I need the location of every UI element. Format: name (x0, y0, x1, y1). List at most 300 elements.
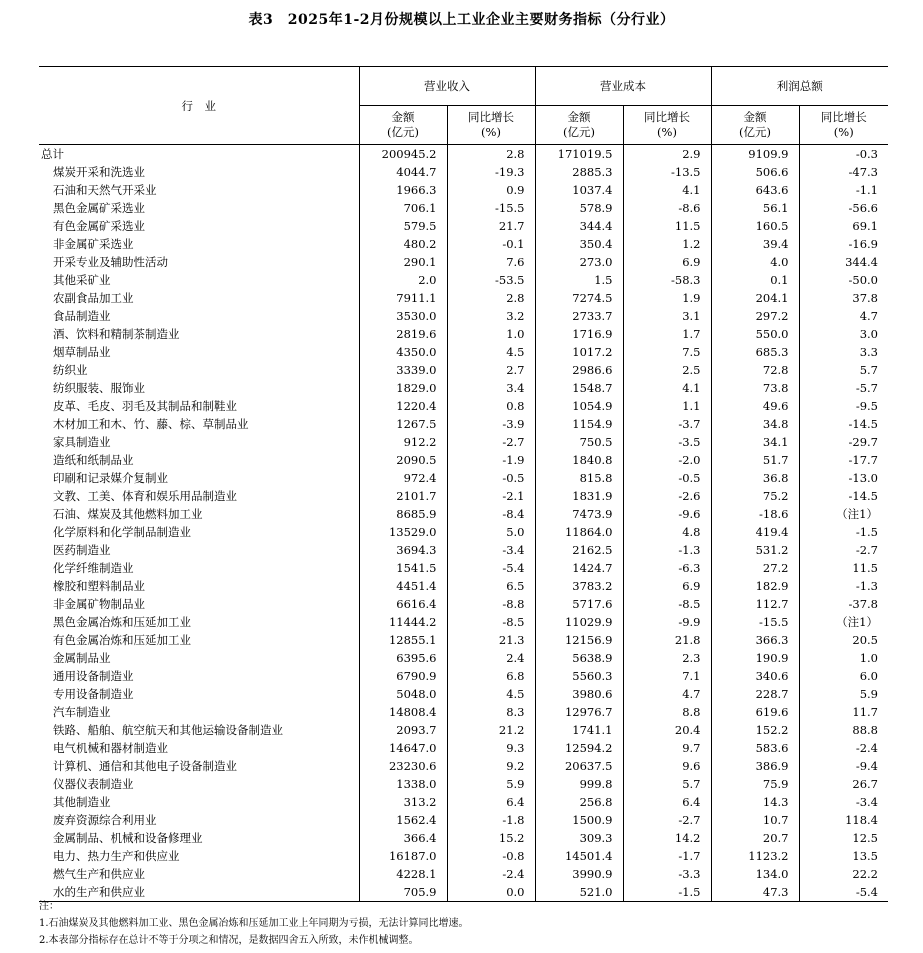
revenue-growth: 15.2 (447, 829, 535, 847)
cost-growth: -1.3 (623, 541, 711, 559)
industry-name: 开采专业及辅助性活动 (39, 253, 359, 271)
table-row (39, 181, 888, 199)
profit-amount: 27.2 (711, 559, 799, 577)
profit-growth: 69.1 (852, 219, 878, 233)
industry-name: 橡胶和塑料制品业 (39, 577, 359, 595)
cost-growth: 4.1 (623, 379, 711, 397)
revenue-amount: 4044.7 (359, 163, 447, 181)
revenue-growth: -1.9 (447, 451, 535, 469)
industry-name: 纺织业 (39, 361, 359, 379)
industry-name: 有色金属矿采选业 (39, 217, 359, 235)
profit-growth: -56.6 (848, 201, 878, 215)
table-row (39, 451, 888, 469)
profit-growth: 6.0 (859, 669, 878, 683)
profit-amount: 386.9 (711, 757, 799, 775)
profit-amount: 340.6 (711, 667, 799, 685)
footnote-1: 1.石油煤炭及其他燃料加工业、黑色金属冶炼和压延加工业上年同期为亏损，无法计算同比增速。 (39, 918, 469, 929)
profit-growth: （注1） (836, 615, 878, 629)
revenue-amount: 16187.0 (359, 847, 447, 865)
revenue-amount: 972.4 (359, 469, 447, 487)
cost-amount: 1154.9 (535, 415, 623, 433)
revenue-growth: 5.0 (447, 523, 535, 541)
profit-growth: 118.4 (845, 813, 878, 827)
profit-growth: 20.5 (852, 633, 878, 647)
revenue-amount: 200945.2 (359, 145, 447, 164)
revenue-amount: 3339.0 (359, 361, 447, 379)
revenue-growth: 1.0 (447, 325, 535, 343)
cost-amount: 11029.9 (535, 613, 623, 631)
profit-amount: 75.9 (711, 775, 799, 793)
profit-growth: -14.5 (848, 417, 878, 431)
cost-amount: 3980.6 (535, 685, 623, 703)
revenue-growth: 6.5 (447, 577, 535, 595)
table-row (39, 847, 888, 865)
profit-growth: -37.8 (848, 597, 878, 611)
cost-growth: -1.7 (623, 847, 711, 865)
profit-amount: 51.7 (711, 451, 799, 469)
profit-amount: 73.8 (711, 379, 799, 397)
table-row (39, 469, 888, 487)
profit-amount: 366.3 (711, 631, 799, 649)
profit-growth: 344.4 (845, 255, 878, 269)
revenue-amount: 1220.4 (359, 397, 447, 415)
cost-growth: 1.7 (623, 325, 711, 343)
footnote-label: 注： (39, 901, 59, 912)
revenue-amount: 2093.7 (359, 721, 447, 739)
table-body (39, 145, 888, 902)
profit-amount: 75.2 (711, 487, 799, 505)
profit-growth: 22.2 (852, 867, 878, 881)
profit-amount: 34.8 (711, 415, 799, 433)
table-row (39, 253, 888, 271)
table-row (39, 775, 888, 793)
profit-growth: 37.8 (852, 291, 878, 305)
profit-growth: -47.3 (848, 165, 878, 179)
revenue-amount: 1562.4 (359, 811, 447, 829)
industry-name: 金属制品业 (39, 649, 359, 667)
cost-growth: -1.5 (623, 883, 711, 902)
revenue-amount: 11444.2 (359, 613, 447, 631)
cost-growth: 1.1 (623, 397, 711, 415)
profit-growth: 5.7 (859, 363, 878, 377)
profit-growth: 4.7 (859, 309, 878, 323)
footnotes (39, 898, 469, 949)
profit-amount: 36.8 (711, 469, 799, 487)
cost-amount: 1840.8 (535, 451, 623, 469)
revenue-amount: 912.2 (359, 433, 447, 451)
cost-growth: 2.5 (623, 361, 711, 379)
table-row (39, 361, 888, 379)
profit-amount: 583.6 (711, 739, 799, 757)
table-row (39, 829, 888, 847)
revenue-growth: 2.4 (447, 649, 535, 667)
cost-growth: 7.5 (623, 343, 711, 361)
cost-amount: 273.0 (535, 253, 623, 271)
revenue-amount: 4228.1 (359, 865, 447, 883)
cost-growth: 4.8 (623, 523, 711, 541)
revenue-growth: 3.4 (447, 379, 535, 397)
revenue-growth: -3.4 (447, 541, 535, 559)
table-row (39, 307, 888, 325)
cost-amount: 1831.9 (535, 487, 623, 505)
revenue-growth: 4.5 (447, 343, 535, 361)
cost-growth: -2.0 (623, 451, 711, 469)
cost-growth: 14.2 (623, 829, 711, 847)
profit-growth: -29.7 (848, 435, 878, 449)
cost-amount: 1548.7 (535, 379, 623, 397)
revenue-growth: -19.3 (447, 163, 535, 181)
revenue-amount: 480.2 (359, 235, 447, 253)
profit-amount: 160.5 (711, 217, 799, 235)
growth-header: 同比增长 (%) (447, 106, 535, 145)
profit-amount: 20.7 (711, 829, 799, 847)
cost-amount: 1500.9 (535, 811, 623, 829)
cost-growth: 6.9 (623, 253, 711, 271)
revenue-amount: 579.5 (359, 217, 447, 235)
profit-growth: -2.7 (855, 543, 878, 557)
industry-name: 木材加工和木、竹、藤、棕、草制品业 (39, 415, 359, 433)
revenue-amount: 8685.9 (359, 505, 447, 523)
revenue-growth: 21.7 (447, 217, 535, 235)
profit-growth: 11.7 (852, 705, 878, 719)
profit-amount: -18.6 (711, 505, 799, 523)
cost-amount: 171019.5 (535, 145, 623, 164)
table-row (39, 649, 888, 667)
industry-name: 食品制造业 (39, 307, 359, 325)
table-row (39, 595, 888, 613)
financial-indicators-table (39, 66, 888, 902)
revenue-growth: -2.1 (447, 487, 535, 505)
industry-name: 化学纤维制造业 (39, 559, 359, 577)
cost-amount: 1.5 (535, 271, 623, 289)
table-row (39, 703, 888, 721)
table-row (39, 523, 888, 541)
industry-name: 燃气生产和供应业 (39, 865, 359, 883)
profit-growth: -13.0 (848, 471, 878, 485)
profit-amount: 9109.9 (711, 145, 799, 164)
cost-growth: 6.9 (623, 577, 711, 595)
cost-growth: -9.9 (623, 613, 711, 631)
cost-growth: 6.4 (623, 793, 711, 811)
industry-name: 黑色金属冶炼和压延加工业 (39, 613, 359, 631)
profit-amount: -15.5 (711, 613, 799, 631)
revenue-growth: -53.5 (447, 271, 535, 289)
table-row (39, 397, 888, 415)
industry-name: 计算机、通信和其他电子设备制造业 (39, 757, 359, 775)
industry-name: 其他采矿业 (39, 271, 359, 289)
cost-amount: 2885.3 (535, 163, 623, 181)
profit-amount: 619.6 (711, 703, 799, 721)
profit-amount: 506.6 (711, 163, 799, 181)
revenue-growth: -15.5 (447, 199, 535, 217)
table-row (39, 793, 888, 811)
cost-amount: 256.8 (535, 793, 623, 811)
revenue-growth: -8.4 (447, 505, 535, 523)
table-row (39, 811, 888, 829)
revenue-growth: 21.3 (447, 631, 535, 649)
profit-amount: 14.3 (711, 793, 799, 811)
cost-growth: 5.7 (623, 775, 711, 793)
cost-amount: 3783.2 (535, 577, 623, 595)
cost-growth: 2.9 (623, 145, 711, 164)
revenue-growth: 21.2 (447, 721, 535, 739)
table-row (39, 379, 888, 397)
cost-growth: -3.3 (623, 865, 711, 883)
cost-amount: 5638.9 (535, 649, 623, 667)
cost-amount: 999.8 (535, 775, 623, 793)
revenue-amount: 1829.0 (359, 379, 447, 397)
profit-amount: 34.1 (711, 433, 799, 451)
table-row (39, 739, 888, 757)
table-row (39, 163, 888, 181)
revenue-growth: -0.8 (447, 847, 535, 865)
revenue-amount: 23230.6 (359, 757, 447, 775)
revenue-amount: 3694.3 (359, 541, 447, 559)
cost-amount: 5560.3 (535, 667, 623, 685)
revenue-growth: -8.5 (447, 613, 535, 631)
revenue-growth: -2.4 (447, 865, 535, 883)
profit-growth: -1.5 (855, 525, 878, 539)
profit-amount: 49.6 (711, 397, 799, 415)
profit-amount: 204.1 (711, 289, 799, 307)
revenue-group-header: 营业收入 (359, 67, 535, 106)
profit-group-header: 利润总额 (711, 67, 888, 106)
revenue-amount: 2101.7 (359, 487, 447, 505)
industry-name: 黑色金属矿采选业 (39, 199, 359, 217)
revenue-growth: -5.4 (447, 559, 535, 577)
table-row (39, 865, 888, 883)
industry-name: 非金属矿采选业 (39, 235, 359, 253)
table-row (39, 541, 888, 559)
table-row (39, 685, 888, 703)
table-row (39, 577, 888, 595)
profit-amount: 47.3 (711, 883, 799, 902)
industry-header: 行 业 (39, 67, 359, 145)
profit-amount: 39.4 (711, 235, 799, 253)
cost-amount: 1741.1 (535, 721, 623, 739)
revenue-amount: 2090.5 (359, 451, 447, 469)
industry-name: 石油和天然气开采业 (39, 181, 359, 199)
cost-amount: 1716.9 (535, 325, 623, 343)
revenue-growth: 3.2 (447, 307, 535, 325)
cost-growth: 4.7 (623, 685, 711, 703)
revenue-amount: 7911.1 (359, 289, 447, 307)
cost-amount: 12594.2 (535, 739, 623, 757)
cost-growth: 4.1 (623, 181, 711, 199)
cost-growth: -0.5 (623, 469, 711, 487)
cost-amount: 5717.6 (535, 595, 623, 613)
table-row (39, 487, 888, 505)
cost-group-header: 营业成本 (535, 67, 711, 106)
profit-growth: -2.4 (855, 741, 878, 755)
revenue-amount: 4451.4 (359, 577, 447, 595)
cost-amount: 1017.2 (535, 343, 623, 361)
profit-growth: 3.3 (859, 345, 878, 359)
cost-amount: 1424.7 (535, 559, 623, 577)
table-row (39, 325, 888, 343)
cost-growth: 21.8 (623, 631, 711, 649)
table-row (39, 199, 888, 217)
cost-growth: 8.8 (623, 703, 711, 721)
revenue-amount: 2.0 (359, 271, 447, 289)
cost-growth: -6.3 (623, 559, 711, 577)
revenue-growth: -1.8 (447, 811, 535, 829)
revenue-growth: -8.8 (447, 595, 535, 613)
profit-amount: 182.9 (711, 577, 799, 595)
industry-name: 废弃资源综合利用业 (39, 811, 359, 829)
cost-amount: 578.9 (535, 199, 623, 217)
cost-amount: 750.5 (535, 433, 623, 451)
industry-name: 石油、煤炭及其他燃料加工业 (39, 505, 359, 523)
revenue-growth: 4.5 (447, 685, 535, 703)
profit-growth: -3.4 (855, 795, 878, 809)
revenue-amount: 313.2 (359, 793, 447, 811)
revenue-growth: 6.4 (447, 793, 535, 811)
table-row (39, 667, 888, 685)
cost-amount: 12156.9 (535, 631, 623, 649)
industry-name: 总计 (39, 145, 359, 164)
cost-amount: 521.0 (535, 883, 623, 902)
profit-amount: 152.2 (711, 721, 799, 739)
profit-amount: 56.1 (711, 199, 799, 217)
cost-amount: 309.3 (535, 829, 623, 847)
cost-amount: 7473.9 (535, 505, 623, 523)
revenue-amount: 366.4 (359, 829, 447, 847)
amount-header: 金额 (亿元) (359, 106, 447, 145)
table-row (39, 217, 888, 235)
industry-name: 电力、热力生产和供应业 (39, 847, 359, 865)
revenue-growth: 5.9 (447, 775, 535, 793)
growth-header: 同比增长 (%) (623, 106, 711, 145)
industry-name: 化学原料和化学制品制造业 (39, 523, 359, 541)
profit-amount: 228.7 (711, 685, 799, 703)
industry-name: 烟草制品业 (39, 343, 359, 361)
cost-amount: 2162.5 (535, 541, 623, 559)
cost-amount: 12976.7 (535, 703, 623, 721)
industry-name: 印刷和记录媒介复制业 (39, 469, 359, 487)
profit-growth: 13.5 (852, 849, 878, 863)
table-row (39, 433, 888, 451)
industry-name: 纺织服装、服饰业 (39, 379, 359, 397)
profit-growth: -9.5 (855, 399, 878, 413)
industry-name: 煤炭开采和洗选业 (39, 163, 359, 181)
table-row (39, 721, 888, 739)
cost-growth: -3.5 (623, 433, 711, 451)
industry-name: 造纸和纸制品业 (39, 451, 359, 469)
profit-amount: 0.1 (711, 271, 799, 289)
revenue-amount: 2819.6 (359, 325, 447, 343)
revenue-growth: -2.7 (447, 433, 535, 451)
revenue-growth: 2.7 (447, 361, 535, 379)
revenue-amount: 14647.0 (359, 739, 447, 757)
revenue-growth: 8.3 (447, 703, 535, 721)
profit-amount: 1123.2 (711, 847, 799, 865)
profit-growth: 26.7 (852, 777, 878, 791)
profit-growth: -14.5 (848, 489, 878, 503)
profit-growth: -16.9 (848, 237, 878, 251)
revenue-amount: 1541.5 (359, 559, 447, 577)
table-row (39, 559, 888, 577)
cost-amount: 2986.6 (535, 361, 623, 379)
cost-growth: -13.5 (623, 163, 711, 181)
cost-amount: 815.8 (535, 469, 623, 487)
profit-amount: 297.2 (711, 307, 799, 325)
profit-amount: 112.7 (711, 595, 799, 613)
profit-growth: -50.0 (848, 273, 878, 287)
industry-name: 汽车制造业 (39, 703, 359, 721)
industry-name: 铁路、船舶、航空航天和其他运输设备制造业 (39, 721, 359, 739)
cost-growth: -3.7 (623, 415, 711, 433)
revenue-amount: 706.1 (359, 199, 447, 217)
table-row (39, 757, 888, 775)
cost-growth: 2.3 (623, 649, 711, 667)
revenue-amount: 4350.0 (359, 343, 447, 361)
profit-amount: 685.3 (711, 343, 799, 361)
profit-growth: -5.4 (799, 883, 888, 902)
revenue-growth: 6.8 (447, 667, 535, 685)
revenue-amount: 6616.4 (359, 595, 447, 613)
profit-growth: -5.7 (855, 381, 878, 395)
cost-amount: 1054.9 (535, 397, 623, 415)
industry-name: 水的生产和供应业 (39, 883, 359, 902)
industry-name: 有色金属冶炼和压延加工业 (39, 631, 359, 649)
revenue-growth: 9.2 (447, 757, 535, 775)
table-row (39, 631, 888, 649)
table-row (39, 271, 888, 289)
profit-amount: 4.0 (711, 253, 799, 271)
industry-name: 文教、工美、体育和娱乐用品制造业 (39, 487, 359, 505)
cost-growth: 1.9 (623, 289, 711, 307)
table-row (39, 613, 888, 631)
cost-amount: 350.4 (535, 235, 623, 253)
industry-name: 专用设备制造业 (39, 685, 359, 703)
amount-header: 金额 (亿元) (711, 106, 799, 145)
revenue-growth: -0.1 (447, 235, 535, 253)
cost-growth: -8.5 (623, 595, 711, 613)
revenue-amount: 14808.4 (359, 703, 447, 721)
profit-growth: 11.5 (852, 561, 878, 575)
profit-amount: 643.6 (711, 181, 799, 199)
revenue-amount: 1267.5 (359, 415, 447, 433)
industry-name: 酒、饮料和精制茶制造业 (39, 325, 359, 343)
cost-growth: 9.7 (623, 739, 711, 757)
profit-amount: 134.0 (711, 865, 799, 883)
table-row (39, 235, 888, 253)
cost-growth: 11.5 (623, 217, 711, 235)
cost-amount: 11864.0 (535, 523, 623, 541)
revenue-amount: 1966.3 (359, 181, 447, 199)
profit-amount: 72.8 (711, 361, 799, 379)
cost-growth: 9.6 (623, 757, 711, 775)
industry-name: 皮革、毛皮、羽毛及其制品和制鞋业 (39, 397, 359, 415)
table-row (39, 505, 888, 523)
industry-name: 电气机械和器材制造业 (39, 739, 359, 757)
cost-growth: -9.6 (623, 505, 711, 523)
profit-growth: -1.1 (855, 183, 878, 197)
profit-growth: -9.4 (855, 759, 878, 773)
cost-amount: 344.4 (535, 217, 623, 235)
revenue-amount: 290.1 (359, 253, 447, 271)
revenue-amount: 1338.0 (359, 775, 447, 793)
revenue-amount: 12855.1 (359, 631, 447, 649)
industry-name: 非金属矿物制品业 (39, 595, 359, 613)
revenue-amount: 6790.9 (359, 667, 447, 685)
profit-growth: 5.9 (859, 687, 878, 701)
cost-amount: 14501.4 (535, 847, 623, 865)
revenue-growth: -0.5 (447, 469, 535, 487)
revenue-amount: 705.9 (359, 883, 447, 902)
industry-name: 其他制造业 (39, 793, 359, 811)
